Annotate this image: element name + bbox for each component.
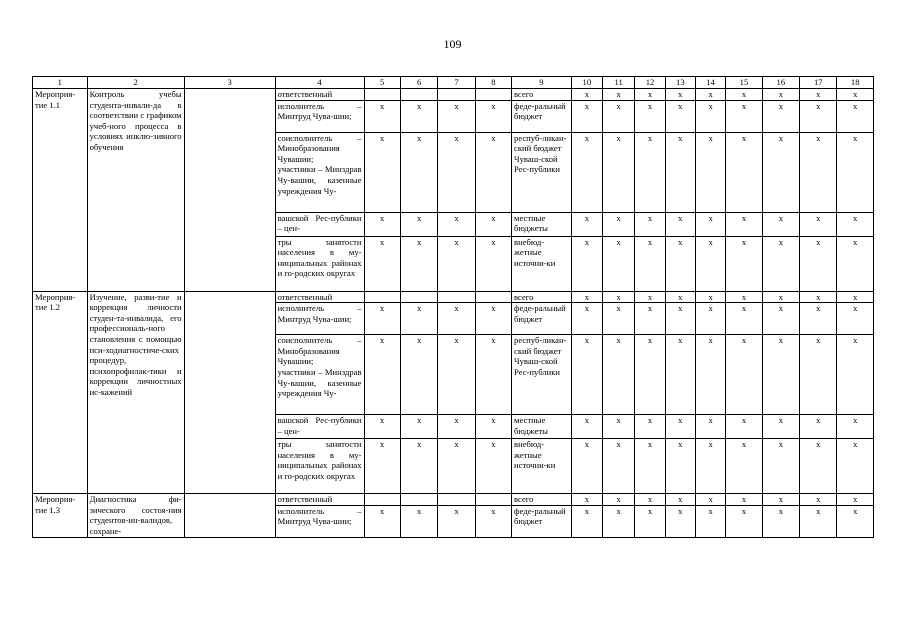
mark-cell: x xyxy=(726,132,762,212)
mark-cell: x xyxy=(800,89,837,101)
mark-cell: x xyxy=(695,132,725,212)
mark-cell: x xyxy=(726,505,762,537)
mark-cell: x xyxy=(438,212,475,236)
mark-cell: x xyxy=(635,89,665,101)
mark-cell: x xyxy=(364,415,400,439)
responsible-line: тры занятости населения в му-ниципальных районах и го-родских округах xyxy=(275,439,364,494)
mark-cell: x xyxy=(603,291,635,303)
funding-source: феде-ральный бюджет xyxy=(512,303,572,335)
mark-cell: x xyxy=(635,100,665,132)
mark-cell: x xyxy=(726,303,762,335)
mark-cell: x xyxy=(665,291,695,303)
mark-cell: x xyxy=(603,89,635,101)
mark-cell: x xyxy=(438,236,475,291)
column-number-17: 17 xyxy=(800,77,837,89)
mark-cell: x xyxy=(695,100,725,132)
empty-cell xyxy=(364,291,400,303)
funding-source: респуб-ликан-ский бюджет Чуваш-ской Рес-публики xyxy=(512,132,572,212)
responsible-line: соисполнитель – Минобразования Чувашии; участники – Минздрав Чу-вашии, казенные учреждения Чу- xyxy=(275,132,364,212)
mark-cell: x xyxy=(837,439,874,494)
measure-id: Мероприя- тие 1.2 xyxy=(33,291,88,494)
column-number-10: 10 xyxy=(571,77,602,89)
mark-cell: x xyxy=(603,335,635,415)
mark-cell: x xyxy=(571,303,602,335)
mark-cell: x xyxy=(475,505,511,537)
mark-cell: x xyxy=(665,100,695,132)
mark-cell: x xyxy=(400,303,437,335)
mark-cell: x xyxy=(800,291,837,303)
mark-cell: x xyxy=(726,439,762,494)
mark-cell: x xyxy=(400,212,437,236)
mark-cell: x xyxy=(726,236,762,291)
mark-cell: x xyxy=(571,212,602,236)
mark-cell: x xyxy=(762,335,799,415)
mark-cell: x xyxy=(438,335,475,415)
mark-cell: x xyxy=(837,494,874,506)
mark-cell: x xyxy=(438,415,475,439)
mark-cell: x xyxy=(695,89,725,101)
mark-cell: x xyxy=(695,291,725,303)
mark-cell: x xyxy=(400,236,437,291)
mark-cell: x xyxy=(571,236,602,291)
column-number-3: 3 xyxy=(184,77,275,89)
mark-cell: x xyxy=(475,439,511,494)
mark-cell: x xyxy=(837,236,874,291)
mark-cell: x xyxy=(665,89,695,101)
mark-cell: x xyxy=(665,494,695,506)
mark-cell: x xyxy=(603,303,635,335)
responsible-line: соисполнитель – Минобразования Чувашии; участники – Минздрав Чу-вашии, казенные учреждения Чу- xyxy=(275,335,364,415)
column-number-13: 13 xyxy=(665,77,695,89)
column-number-row xyxy=(33,77,874,89)
empty-cell xyxy=(400,291,437,303)
empty-cell xyxy=(400,89,437,101)
empty-cell xyxy=(400,494,437,506)
mark-cell: x xyxy=(762,415,799,439)
funding-source: всего xyxy=(512,89,572,101)
measure-name: Изучение, разви-тие и коррекция личности студен-та-инвалида, его профессиональ-ного становления с помощью пси-ходиагностиче-ских процедур, психопрофилак-тики и коррекции личностных ис-кажений xyxy=(87,291,184,494)
table-row xyxy=(33,89,874,101)
funding-source: всего xyxy=(512,291,572,303)
mark-cell: x xyxy=(364,132,400,212)
mark-cell: x xyxy=(400,439,437,494)
mark-cell: x xyxy=(364,236,400,291)
mark-cell: x xyxy=(837,505,874,537)
empty-cell xyxy=(438,291,475,303)
mark-cell: x xyxy=(665,132,695,212)
mark-cell: x xyxy=(837,415,874,439)
mark-cell: x xyxy=(571,100,602,132)
column-number-6: 6 xyxy=(400,77,437,89)
mark-cell: x xyxy=(695,415,725,439)
empty-cell xyxy=(438,494,475,506)
mark-cell: x xyxy=(475,212,511,236)
mark-cell: x xyxy=(571,439,602,494)
empty-cell xyxy=(475,89,511,101)
mark-cell: x xyxy=(603,212,635,236)
mark-cell: x xyxy=(665,505,695,537)
mark-cell: x xyxy=(800,236,837,291)
mark-cell: x xyxy=(726,89,762,101)
mark-cell: x xyxy=(837,335,874,415)
responsible-line: исполнитель – Минтруд Чува-шии; xyxy=(275,100,364,132)
mark-cell: x xyxy=(837,303,874,335)
responsible-line: вашской Рес-публики – цен- xyxy=(275,415,364,439)
mark-cell: x xyxy=(603,505,635,537)
column-number-2: 2 xyxy=(87,77,184,89)
funding-source: респуб-ликан-ский бюджет Чуваш-ской Рес-публики xyxy=(512,335,572,415)
mark-cell: x xyxy=(695,303,725,335)
mark-cell: x xyxy=(665,236,695,291)
mark-cell: x xyxy=(837,291,874,303)
mark-cell: x xyxy=(635,415,665,439)
mark-cell: x xyxy=(475,303,511,335)
mark-cell: x xyxy=(571,132,602,212)
mark-cell: x xyxy=(400,132,437,212)
mark-cell: x xyxy=(762,236,799,291)
mark-cell: x xyxy=(800,100,837,132)
mark-cell: x xyxy=(571,291,602,303)
page-number: 109 xyxy=(443,37,462,51)
mark-cell: x xyxy=(364,303,400,335)
mark-cell: x xyxy=(603,415,635,439)
mark-cell: x xyxy=(837,100,874,132)
mark-cell: x xyxy=(762,291,799,303)
table-row xyxy=(33,494,874,506)
funding-source: местные бюджеты xyxy=(512,415,572,439)
column-number-14: 14 xyxy=(695,77,725,89)
mark-cell: x xyxy=(695,494,725,506)
mark-cell: x xyxy=(665,303,695,335)
mark-cell: x xyxy=(438,132,475,212)
empty-cell xyxy=(475,291,511,303)
column-number-8: 8 xyxy=(475,77,511,89)
responsible-line: исполнитель – Минтруд Чува-шии; xyxy=(275,303,364,335)
mark-cell: x xyxy=(571,505,602,537)
mark-cell: x xyxy=(475,100,511,132)
empty-cell xyxy=(475,494,511,506)
measure-name: Диагностика фи-зического состоя-ния студентов-ин-валидов, сохране- xyxy=(87,494,184,538)
mark-cell: x xyxy=(438,505,475,537)
mark-cell: x xyxy=(364,505,400,537)
mark-cell: x xyxy=(665,335,695,415)
empty-cell xyxy=(364,89,400,101)
mark-cell: x xyxy=(571,494,602,506)
mark-cell: x xyxy=(635,291,665,303)
mark-cell: x xyxy=(603,494,635,506)
mark-cell: x xyxy=(635,494,665,506)
mark-cell: x xyxy=(800,303,837,335)
column-number-12: 12 xyxy=(635,77,665,89)
responsible-head: ответственный xyxy=(275,89,364,101)
mark-cell: x xyxy=(665,212,695,236)
measure-column-3 xyxy=(184,89,275,292)
mark-cell: x xyxy=(665,439,695,494)
mark-cell: x xyxy=(603,132,635,212)
mark-cell: x xyxy=(475,132,511,212)
mark-cell: x xyxy=(635,335,665,415)
mark-cell: x xyxy=(800,132,837,212)
column-number-1: 1 xyxy=(33,77,88,89)
mark-cell: x xyxy=(762,212,799,236)
mark-cell: x xyxy=(726,291,762,303)
responsible-line: исполнитель – Минтруд Чува-шии; xyxy=(275,505,364,537)
mark-cell: x xyxy=(364,439,400,494)
mark-cell: x xyxy=(364,100,400,132)
mark-cell: x xyxy=(438,303,475,335)
mark-cell: x xyxy=(695,505,725,537)
measure-name: Контроль учебы студента-инвали-да в соответствии с графиком учеб-ного процесса в условиях инклю-зивного обучения xyxy=(87,89,184,292)
mark-cell: x xyxy=(800,494,837,506)
mark-cell: x xyxy=(726,335,762,415)
mark-cell: x xyxy=(603,100,635,132)
mark-cell: x xyxy=(665,415,695,439)
mark-cell: x xyxy=(762,505,799,537)
mark-cell: x xyxy=(400,415,437,439)
mark-cell: x xyxy=(635,505,665,537)
mark-cell: x xyxy=(762,132,799,212)
mark-cell: x xyxy=(438,439,475,494)
funding-source: местные бюджеты xyxy=(512,212,572,236)
responsible-head: ответственный xyxy=(275,291,364,303)
mark-cell: x xyxy=(837,212,874,236)
mark-cell: x xyxy=(364,335,400,415)
mark-cell: x xyxy=(762,89,799,101)
mark-cell: x xyxy=(800,505,837,537)
funding-source: всего xyxy=(512,494,572,506)
mark-cell: x xyxy=(762,100,799,132)
measure-id: Мероприя- тие 1.1 xyxy=(33,89,88,292)
mark-cell: x xyxy=(762,439,799,494)
funding-source: феде-ральный бюджет xyxy=(512,100,572,132)
mark-cell: x xyxy=(475,415,511,439)
measure-column-3 xyxy=(184,291,275,494)
column-number-16: 16 xyxy=(762,77,799,89)
mark-cell: x xyxy=(603,236,635,291)
funding-source: феде-ральный бюджет xyxy=(512,505,572,537)
mark-cell: x xyxy=(726,100,762,132)
table-row xyxy=(33,291,874,303)
mark-cell: x xyxy=(726,212,762,236)
column-number-9: 9 xyxy=(512,77,572,89)
mark-cell: x xyxy=(400,505,437,537)
mark-cell: x xyxy=(726,415,762,439)
mark-cell: x xyxy=(762,494,799,506)
column-number-11: 11 xyxy=(603,77,635,89)
measure-id: Мероприя- тие 1.3 xyxy=(33,494,88,538)
mark-cell: x xyxy=(695,439,725,494)
mark-cell: x xyxy=(475,236,511,291)
mark-cell: x xyxy=(695,212,725,236)
mark-cell: x xyxy=(635,439,665,494)
mark-cell: x xyxy=(837,132,874,212)
empty-cell xyxy=(364,494,400,506)
mark-cell: x xyxy=(635,132,665,212)
mark-cell: x xyxy=(635,212,665,236)
empty-cell xyxy=(438,89,475,101)
mark-cell: x xyxy=(364,212,400,236)
measure-column-3 xyxy=(184,494,275,538)
mark-cell: x xyxy=(695,236,725,291)
mark-cell: x xyxy=(571,415,602,439)
mark-cell: x xyxy=(571,335,602,415)
funding-source: внебюд-жетные источни-ки xyxy=(512,236,572,291)
table-body xyxy=(33,89,874,538)
mark-cell: x xyxy=(571,89,602,101)
mark-cell: x xyxy=(762,303,799,335)
mark-cell: x xyxy=(475,335,511,415)
mark-cell: x xyxy=(726,494,762,506)
mark-cell: x xyxy=(800,212,837,236)
mark-cell: x xyxy=(800,335,837,415)
mark-cell: x xyxy=(837,89,874,101)
mark-cell: x xyxy=(695,335,725,415)
column-number-5: 5 xyxy=(364,77,400,89)
mark-cell: x xyxy=(400,335,437,415)
mark-cell: x xyxy=(800,415,837,439)
column-number-18: 18 xyxy=(837,77,874,89)
funding-source: внебюд-жетные источни-ки xyxy=(512,439,572,494)
table-header xyxy=(33,77,874,89)
mark-cell: x xyxy=(400,100,437,132)
mark-cell: x xyxy=(635,303,665,335)
column-number-15: 15 xyxy=(726,77,762,89)
column-number-4: 4 xyxy=(275,77,364,89)
responsible-line: вашской Рес-публики – цен- xyxy=(275,212,364,236)
mark-cell: x xyxy=(438,100,475,132)
budget-table xyxy=(32,76,874,538)
mark-cell: x xyxy=(635,236,665,291)
column-number-7: 7 xyxy=(438,77,475,89)
responsible-head: ответственный xyxy=(275,494,364,506)
responsible-line: тры занятости населения в му-ниципальных районах и го-родских округах xyxy=(275,236,364,291)
mark-cell: x xyxy=(800,439,837,494)
mark-cell: x xyxy=(603,439,635,494)
